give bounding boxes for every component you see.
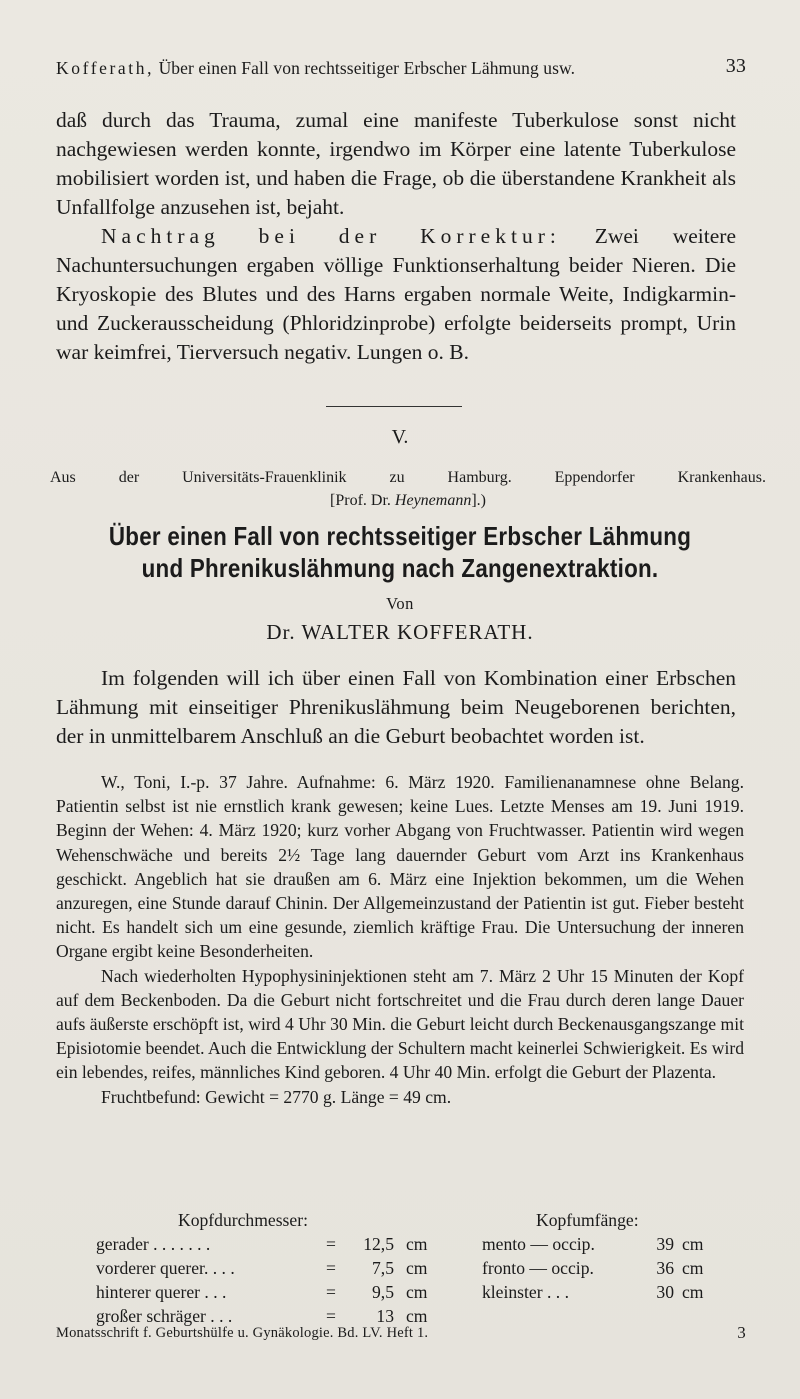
- circumference-unit: cm: [682, 1234, 704, 1254]
- running-head-text: [56, 58, 575, 79]
- circumference-value: 36: [656, 1258, 674, 1278]
- diameter-name: hinterer querer . . .: [96, 1282, 227, 1302]
- case-paragraph-3: Fruchtbefund: Gewicht = 2770 g. Länge = 49 cm.: [101, 1086, 452, 1107]
- article-affiliation: [50, 466, 766, 512]
- table-header-row: [96, 1208, 736, 1232]
- page-footer: [56, 1325, 746, 1343]
- diameter-value: 13: [376, 1306, 394, 1326]
- article-title-line-2: und Phrenikuslähmung nach Zangenextraktion.: [141, 553, 659, 583]
- section-divider: [326, 406, 462, 407]
- diameter-unit: cm: [406, 1234, 428, 1254]
- diameter-name: großer schräger . . .: [96, 1306, 233, 1326]
- case-paragraph-2: Nach wiederholten Hypophysininjektionen steht am 7. März 2 Uhr 15 Minuten der Kopf auf dem Beckenboden. Da die Geburt nicht fortschreitet und die Frau durch deren lange Dauer aufs äußerste erschöpft ist, wird 4 Uhr 30 Min. die Geburt leicht durch Beckenausgangszange mit Episiotomie beendet. Auch die Entwicklung der Schultern macht keinerlei Schwierigkeit. Es wird ein lebendes, reifes, männliches Kind geboren. 4 Uhr 40 Min. erfolgt die Geburt der Plazenta.: [56, 965, 744, 1083]
- nachtrag-text: Zwei weitere Nachuntersuchungen ergaben völlige Funktionserhaltung beider Nieren. Die Kryoskopie des Blutes und des Harns ergaben normale Weite, Indigkarmin- und Zuckerausscheidung (Phloridzinprobe) erfolgte beiderseits prompt, Urin war keimfrei, Tierversuch negativ. Lungen o. B.: [56, 224, 736, 364]
- affiliation-line-1: Aus der Universitäts-Frauenklinik zu Hamburg. Eppendorfer Krankenhaus.: [50, 469, 766, 486]
- article-title: [90, 520, 709, 584]
- equals-sign: =: [326, 1234, 336, 1254]
- diameter-value: 9,5: [372, 1282, 394, 1302]
- table-row: [96, 1280, 736, 1304]
- circumference-name: kleinster . . .: [482, 1282, 569, 1302]
- right-column-header: Kopfumfänge:: [536, 1210, 639, 1230]
- article-number: V.: [391, 426, 409, 448]
- running-head: [56, 55, 746, 79]
- table-row: [96, 1232, 736, 1256]
- diameter-name: vorderer querer. . . .: [96, 1258, 235, 1278]
- head-measurements-table: [96, 1208, 736, 1328]
- diameter-unit: cm: [406, 1282, 428, 1302]
- circumference-name: mento — occip.: [482, 1234, 595, 1254]
- left-column-header: Kopfdurchmesser:: [178, 1210, 308, 1230]
- intro-paragraph: Im folgenden will ich über einen Fall von Kombination einer Erbschen Lähmung mit einseitiger Phrenikuslähmung beim Neugeborenen berichten, der in unmittelbarem Anschluß an die Geburt beobachtet worden ist.: [56, 666, 736, 748]
- nachtrag-label: Nachtrag bei der Korrektur:: [101, 224, 561, 248]
- diameter-value: 12,5: [363, 1234, 394, 1254]
- nachtrag-paragraph: [56, 222, 736, 367]
- page-number: 33: [725, 55, 746, 77]
- signature-mark: 3: [737, 1323, 746, 1342]
- journal-citation: Monatsschrift f. Geburtshülfe u. Gynäkologie. Bd. LV. Heft 1.: [56, 1325, 429, 1341]
- running-head-title: Über einen Fall von rechtsseitiger Erbscher Lähmung usw.: [158, 58, 576, 78]
- previous-article-ending: [56, 106, 736, 367]
- diameter-unit: cm: [406, 1306, 428, 1326]
- circumference-unit: cm: [682, 1282, 704, 1302]
- affiliation-prefix: [Prof. Dr.: [330, 492, 395, 509]
- article-title-line-1: Über einen Fall von rechtsseitiger Erbscher Lähmung: [108, 521, 692, 551]
- equals-sign: =: [326, 1306, 336, 1326]
- circumference-value: 30: [656, 1282, 674, 1302]
- table-row: [96, 1256, 736, 1280]
- byline-von: Von: [386, 594, 414, 613]
- circumference-unit: cm: [682, 1258, 704, 1278]
- case-paragraph-1: W., Toni, I.-p. 37 Jahre. Aufnahme: 6. März 1920. Familienanamnese ohne Belang. Patientin selbst ist nie ernstlich krank gewesen; keine Lues. Letzte Menses am 19. Juni 1919. Beginn der Wehen: 4. März 1920; kurz vorher Abgang von Fruchtwasser. Patientin wird wegen Wehenschwäche und bereits 2½ Tage lang dauernder Geburt vom Arzt ins Krankenhaus geschickt. Angeblich hat sie draußen am 6. März eine Injektion bekommen, um die Wehen anzuregen, eine Stunde darauf Chinin. Der Allgemeinzustand der Patientin ist gut. Fieber besteht nicht. Es handelt sich um eine gesunde, ziemlich kräftige Frau. Die Untersuchung der inneren Organe ergibt keine Besonderheiten.: [56, 772, 744, 962]
- previous-article-paragraph: daß durch das Trauma, zumal eine manifeste Tuberkulose sonst nicht nachgewiesen werden konnte, irgendwo im Körper eine latente Tuberkulose mobilisiert worden ist, und haben die Frage, ob die überstandene Krankheit als Unfallfolge anzusehen ist, bejaht.: [56, 108, 736, 219]
- circumference-value: 39: [656, 1234, 674, 1254]
- running-head-author: Kofferath,: [56, 58, 155, 78]
- article-author: Dr. WALTER KOFFERATH.: [266, 620, 534, 644]
- article-intro: [56, 664, 736, 751]
- affiliation-suffix: ].): [471, 492, 486, 509]
- diameter-name: gerader . . . . . . .: [96, 1234, 211, 1254]
- diameter-unit: cm: [406, 1258, 428, 1278]
- equals-sign: =: [326, 1282, 336, 1302]
- circumference-name: fronto — occip.: [482, 1258, 594, 1278]
- affiliation-line-2: [330, 492, 486, 509]
- affiliation-director: Heynemann: [394, 492, 472, 509]
- equals-sign: =: [326, 1258, 336, 1278]
- case-report: [56, 770, 744, 1109]
- diameter-value: 7,5: [372, 1258, 394, 1278]
